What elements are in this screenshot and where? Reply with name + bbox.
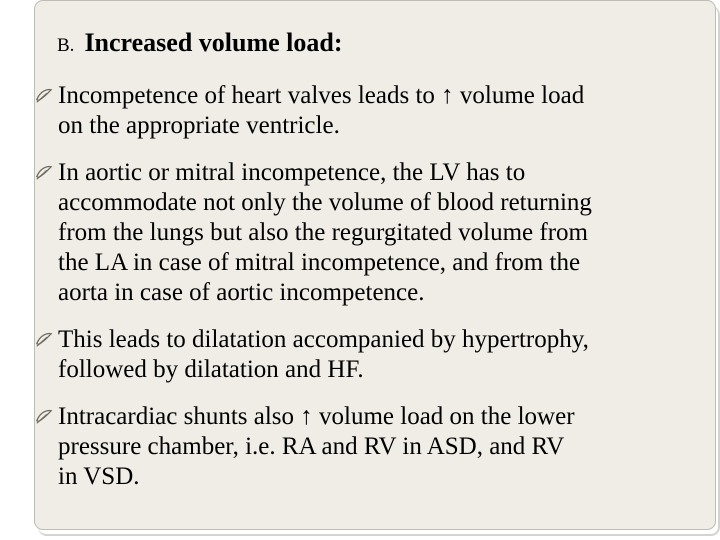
leaf-bullet-icon (35, 331, 53, 349)
leaf-bullet-icon (35, 408, 53, 426)
bullet-item (35, 402, 715, 492)
bullet-item (35, 81, 715, 141)
bullet-text: In aortic or mitral incompetence, the LV has to accommodate not only the volume of blood returning from the lungs but also the regurgitated volume from the LA in case of mitral incompetence, and from the aorta in case of aortic incompetence. (58, 159, 592, 306)
slide (34, 0, 720, 540)
section-title: Increased volume load: (84, 28, 343, 57)
leaf-bullet-icon (35, 164, 53, 182)
bullet-text: Incompetence of heart valves leads to ↑ volume load on the appropriate ventricle. (58, 82, 585, 139)
content-frame (34, 0, 716, 530)
bullet-text: Intracardiac shunts also ↑ volume load on the lower pressure chamber, i.e. RA and RV in ASD, and RV in VSD. (58, 403, 575, 490)
section-heading (57, 28, 343, 58)
bullet-list (35, 81, 715, 509)
leaf-bullet-icon (35, 87, 53, 105)
bullet-item (35, 325, 715, 385)
section-letter: B. (57, 35, 75, 56)
bullet-item (35, 158, 715, 308)
bullet-text: This leads to dilatation accompanied by hypertrophy, followed by dilatation and HF. (58, 326, 589, 383)
